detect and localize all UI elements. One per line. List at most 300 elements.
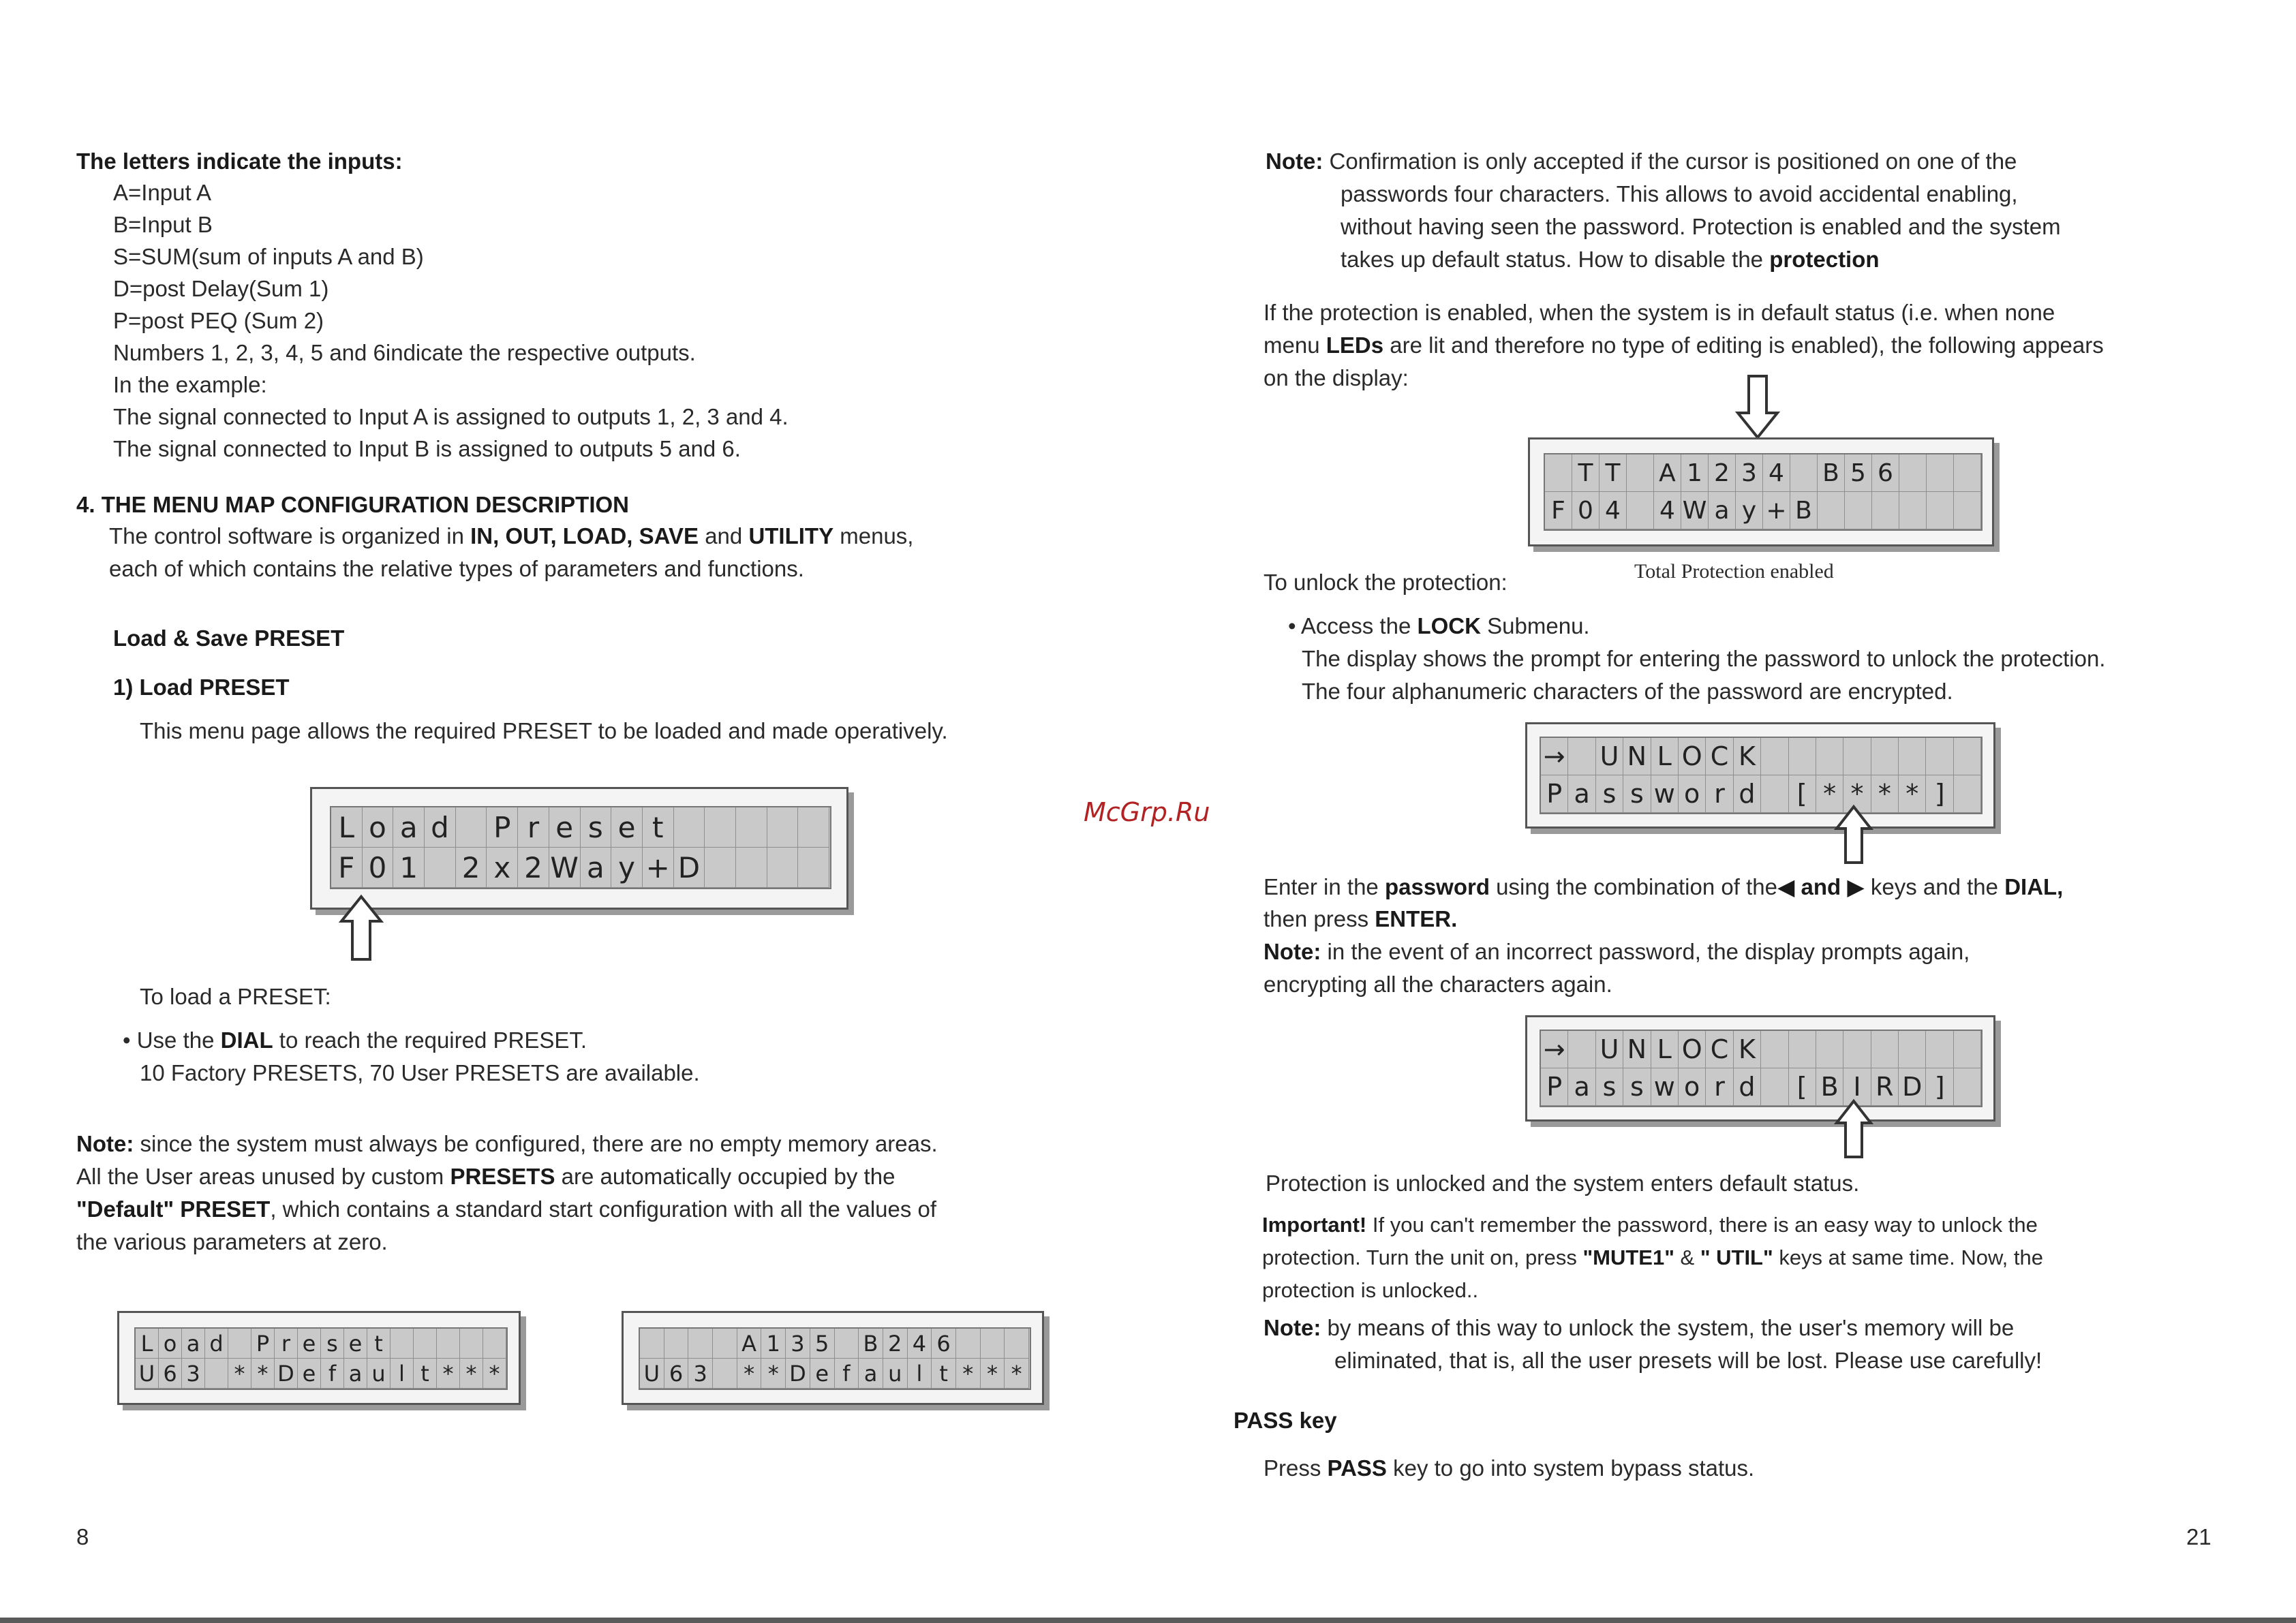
lcd-row-1: [640, 1329, 1029, 1359]
lcd-u63-load-preset: [117, 1311, 521, 1405]
note-label: Note:: [1264, 1315, 1321, 1340]
text-span: &: [1674, 1246, 1700, 1269]
lcd-u63-routing: [622, 1311, 1044, 1405]
bottom-divider: [0, 1618, 2296, 1623]
lcd-char-cell: [1816, 738, 1843, 775]
lcd-char-cell: t: [932, 1359, 956, 1389]
lcd-char-cell: U: [136, 1359, 159, 1389]
note-line-4: the various parameters at zero.: [76, 1229, 388, 1254]
lcd-char-cell: ]: [1926, 1068, 1953, 1106]
protection-line-2: [1264, 333, 2104, 358]
text-span: "Default" PRESET: [76, 1196, 271, 1222]
lcd-char-cell: a: [182, 1329, 205, 1359]
lcd-char-cell: e: [549, 807, 581, 848]
text-span: • Use the: [123, 1027, 221, 1053]
lcd-char-cell: [: [1789, 775, 1816, 813]
lcd-char-cell: [688, 1329, 713, 1359]
important-line-2: [1262, 1246, 2043, 1270]
text-span: then press: [1264, 906, 1375, 931]
lcd-char-cell: R: [1871, 1068, 1899, 1106]
text-span: The control software is organized in: [109, 523, 471, 548]
down-arrow-icon: [1734, 373, 1781, 442]
unlocked-text: Protection is unlocked and the system enters default status.: [1266, 1171, 1860, 1196]
lcd-char-cell: W: [549, 848, 581, 888]
text-span: , which contains a standard start configuration with all the values of: [270, 1196, 937, 1222]
lcd-char-cell: [456, 807, 487, 848]
lcd-char-cell: *: [437, 1359, 460, 1389]
lcd-row-1: [136, 1329, 506, 1359]
note-line-3: [76, 1196, 936, 1222]
lcd-char-cell: [1627, 492, 1654, 529]
lcd-char-cell: [1627, 454, 1654, 492]
lcd-char-cell: o: [159, 1329, 182, 1359]
text-span: since the system must always be configured, there are no empty memory areas.: [134, 1131, 938, 1156]
lcd-char-cell: 2: [518, 848, 549, 888]
lcd-char-cell: U: [640, 1359, 664, 1389]
protection-line-3: on the display:: [1264, 365, 1409, 390]
inputs-line: The signal connected to Input A is assigned to outputs 1, 2, 3 and 4.: [113, 404, 789, 429]
lcd-char-cell: 4: [1599, 492, 1627, 529]
lcd-char-cell: 4: [1763, 454, 1790, 492]
lcd-row-1: [331, 807, 829, 848]
lcd-char-cell: a: [1568, 775, 1595, 813]
text-span: LOCK: [1417, 613, 1481, 638]
text-span: to reach the required PRESET.: [273, 1027, 587, 1053]
text-span: PASS: [1327, 1455, 1387, 1481]
pass-key-heading: PASS key: [1234, 1408, 1337, 1433]
lcd-char-cell: *: [460, 1359, 483, 1389]
bullet-use-dial: [123, 1027, 587, 1053]
lcd-char-cell: *: [483, 1359, 506, 1389]
lcd-char-cell: s: [1596, 1068, 1623, 1106]
lcd-char-cell: [674, 807, 705, 848]
lcd-char-cell: O: [1679, 738, 1706, 775]
lcd-char-cell: O: [1679, 1031, 1706, 1068]
lcd-unlock-encrypted: [1525, 722, 1995, 829]
then-press-enter-line: [1264, 906, 1457, 932]
lcd-char-cell: L: [331, 807, 363, 848]
lcd-char-cell: [437, 1329, 460, 1359]
note1-line-2: passwords four characters. This allows to avoid accidental enabling,: [1341, 181, 2018, 206]
lcd-char-cell: t: [367, 1329, 391, 1359]
lcd-char-cell: 3: [786, 1329, 810, 1359]
note2-line-2: encrypting all the characters again.: [1264, 972, 1612, 997]
text-span: IN, OUT, LOAD, SAVE: [470, 523, 699, 548]
lcd-char-cell: e: [298, 1329, 321, 1359]
lcd-char-cell: B: [1790, 492, 1818, 529]
text-span: Confirmation is only accepted if the cursor is positioned on one of the: [1323, 149, 2017, 174]
lcd-char-cell: [1954, 775, 1981, 813]
lcd-char-cell: o: [1679, 1068, 1706, 1106]
lcd-char-cell: 4: [1654, 492, 1681, 529]
text-span: and: [699, 523, 749, 548]
lcd-char-cell: e: [344, 1329, 367, 1359]
lcd-screen: [1544, 453, 1983, 531]
lcd-char-cell: e: [810, 1359, 835, 1389]
lcd-char-cell: s: [1623, 1068, 1651, 1106]
lcd-char-cell: P: [1541, 775, 1568, 813]
lcd-char-cell: A: [737, 1329, 762, 1359]
lcd-char-cell: r: [1706, 1068, 1733, 1106]
lcd-char-cell: a: [344, 1359, 367, 1389]
bullet-access-lock: [1288, 613, 1590, 639]
lcd-char-cell: +: [643, 848, 674, 888]
lcd-row-2: [136, 1359, 506, 1389]
lcd-char-cell: 6: [1872, 454, 1899, 492]
lcd-char-cell: →: [1541, 738, 1568, 775]
lcd-char-cell: [1843, 1031, 1871, 1068]
lcd-char-cell: u: [883, 1359, 908, 1389]
lcd-char-cell: t: [414, 1359, 437, 1389]
lcd-char-cell: [228, 1329, 251, 1359]
text-span: are automatically occupied by the: [555, 1164, 896, 1189]
lcd-char-cell: *: [228, 1359, 251, 1389]
section4-heading: 4. THE MENU MAP CONFIGURATION DESCRIPTION: [76, 492, 629, 517]
lcd-char-cell: [1927, 454, 1954, 492]
lcd-char-cell: [767, 807, 799, 848]
inputs-line: In the example:: [113, 372, 267, 397]
lcd-char-cell: e: [611, 807, 643, 848]
lcd-load-preset: [310, 787, 848, 910]
text-span: "MUTE1": [1582, 1246, 1674, 1269]
lcd-row-1: [1541, 1031, 1981, 1068]
lcd-char-cell: f: [321, 1359, 344, 1389]
lcd-char-cell: [1954, 738, 1981, 775]
load-preset-description: This menu page allows the required PRESET to be loaded and made operatively.: [140, 718, 948, 743]
lcd-char-cell: r: [518, 807, 549, 848]
lcd-char-cell: [1568, 738, 1595, 775]
text-span: ENTER.: [1375, 906, 1458, 931]
lcd-char-cell: [1568, 1031, 1595, 1068]
lcd-char-cell: e: [298, 1359, 321, 1389]
lcd-char-cell: [1927, 492, 1954, 529]
lcd-char-cell: *: [251, 1359, 275, 1389]
lcd-char-cell: s: [1596, 775, 1623, 813]
text-span: menus,: [833, 523, 914, 548]
lcd-row-1: [1541, 738, 1981, 775]
lcd-row-2: [1545, 492, 1981, 529]
lcd-char-cell: [1899, 738, 1926, 775]
text-span: protection: [1769, 247, 1880, 272]
text-span: keys and the: [1864, 874, 2005, 899]
text-span: All the User areas unused by custom: [76, 1164, 450, 1189]
lcd-char-cell: 2: [883, 1329, 908, 1359]
lcd-char-cell: [1761, 738, 1788, 775]
note-label: Note:: [76, 1131, 134, 1156]
lcd-char-cell: [1843, 738, 1871, 775]
inputs-line: S=SUM(sum of inputs A and B): [113, 244, 424, 269]
lcd-char-cell: d: [205, 1329, 228, 1359]
lcd-char-cell: [1761, 775, 1788, 813]
important-label: Important!: [1262, 1213, 1367, 1237]
note-line-1: [76, 1131, 938, 1157]
lcd-char-cell: L: [1651, 1031, 1679, 1068]
lcd-char-cell: 5: [1845, 454, 1872, 492]
lcd-char-cell: [1789, 1031, 1816, 1068]
lcd-char-cell: K: [1734, 1031, 1761, 1068]
lcd-char-cell: s: [321, 1329, 344, 1359]
text-span: Enter in the: [1264, 874, 1385, 899]
lcd-char-cell: P: [487, 807, 518, 848]
enter-password-line: [1264, 874, 2063, 900]
lcd-char-cell: [1954, 492, 1981, 529]
lcd-char-cell: N: [1623, 1031, 1651, 1068]
lcd-protection-enabled: [1528, 437, 1994, 546]
lcd-char-cell: [798, 807, 829, 848]
text-span: UTILITY: [748, 523, 834, 548]
note1-line-4: [1341, 247, 1880, 273]
inputs-line: Numbers 1, 2, 3, 4, 5 and 6indicate the respective outputs.: [113, 340, 696, 365]
lcd-char-cell: [664, 1329, 689, 1359]
lcd-row-2: [1541, 1068, 1981, 1106]
lcd-row-2: [331, 848, 829, 888]
lcd-char-cell: 1: [393, 848, 425, 888]
lcd-char-cell: *: [1871, 775, 1899, 813]
display-prompt-line-1: The display shows the prompt for entering the password to unlock the protection.: [1302, 646, 2106, 671]
display-prompt-line-2: The four alphanumeric characters of the password are encrypted.: [1302, 679, 1953, 704]
lcd-char-cell: [981, 1329, 1005, 1359]
lcd-char-cell: ]: [1926, 775, 1953, 813]
text-span: are lit and therefore no type of editing is enabled), the following appears: [1383, 333, 2104, 358]
lcd-char-cell: [1954, 454, 1981, 492]
note-label: Note:: [1264, 939, 1321, 964]
lcd-char-cell: 3: [182, 1359, 205, 1389]
lcd-protection-caption: Total Protection enabled: [1634, 560, 1834, 583]
lcd-screen: [1540, 1030, 1983, 1107]
up-arrow-icon: [1833, 804, 1874, 865]
note-label: Note:: [1266, 149, 1323, 174]
lcd-char-cell: [391, 1329, 414, 1359]
lcd-char-cell: A: [1654, 454, 1681, 492]
section4-paragraph: [109, 523, 913, 549]
important-line-1: [1262, 1213, 2038, 1237]
lcd-char-cell: T: [1572, 454, 1599, 492]
page-number-right: 21: [2186, 1524, 2211, 1549]
lcd-char-cell: D: [786, 1359, 810, 1389]
lcd-char-cell: [1926, 738, 1953, 775]
lcd-char-cell: [705, 807, 736, 848]
lcd-char-cell: C: [1706, 1031, 1733, 1068]
lcd-char-cell: l: [391, 1359, 414, 1389]
lcd-char-cell: 6: [664, 1359, 689, 1389]
lcd-char-cell: [1899, 454, 1927, 492]
lcd-char-cell: 1: [1681, 454, 1709, 492]
lcd-char-cell: 0: [1572, 492, 1599, 529]
lcd-char-cell: [414, 1329, 437, 1359]
lcd-char-cell: [460, 1329, 483, 1359]
load-save-heading: Load & Save PRESET: [113, 625, 345, 651]
lcd-char-cell: U: [1596, 738, 1623, 775]
text-span: LEDs: [1326, 333, 1384, 358]
watermark: McGrp.Ru: [1084, 797, 1210, 827]
lcd-char-cell: C: [1706, 738, 1733, 775]
lcd-char-cell: D: [674, 848, 705, 888]
lcd-char-cell: 5: [810, 1329, 835, 1359]
text-span: protection. Turn the unit on, press: [1262, 1246, 1583, 1269]
lcd-char-cell: B: [1818, 454, 1845, 492]
lcd-char-cell: [: [1789, 1068, 1816, 1106]
lcd-char-cell: *: [1005, 1359, 1029, 1389]
load-preset-heading: 1) Load PRESET: [113, 675, 290, 700]
lcd-char-cell: s: [1623, 775, 1651, 813]
lcd-char-cell: [1789, 738, 1816, 775]
lcd-char-cell: [713, 1359, 737, 1389]
inputs-line: D=post Delay(Sum 1): [113, 276, 329, 301]
lcd-char-cell: L: [136, 1329, 159, 1359]
lcd-char-cell: [1871, 1031, 1899, 1068]
lcd-screen: [1540, 737, 1983, 814]
lcd-char-cell: w: [1651, 775, 1679, 813]
lcd-char-cell: a: [393, 807, 425, 848]
lcd-char-cell: N: [1623, 738, 1651, 775]
lcd-char-cell: [1790, 454, 1818, 492]
lcd-char-cell: a: [1568, 1068, 1595, 1106]
lcd-char-cell: [425, 848, 456, 888]
page-number-left: 8: [76, 1524, 89, 1549]
lcd-char-cell: [1926, 1031, 1953, 1068]
text-span: DIAL,: [2004, 874, 2064, 899]
lcd-char-cell: +: [1763, 492, 1790, 529]
lcd-char-cell: d: [1734, 1068, 1761, 1106]
important-line-3: protection is unlocked..: [1262, 1278, 1479, 1302]
note-line-2: [76, 1164, 895, 1190]
lcd-char-cell: [1761, 1031, 1788, 1068]
lcd-char-cell: r: [275, 1329, 298, 1359]
lcd-char-cell: *: [1816, 775, 1843, 813]
lcd-char-cell: 1: [761, 1329, 786, 1359]
lcd-char-cell: *: [761, 1359, 786, 1389]
lcd-char-cell: 4: [908, 1329, 932, 1359]
pass-key-text: [1264, 1455, 1754, 1481]
lcd-char-cell: a: [581, 848, 612, 888]
lcd-char-cell: y: [611, 848, 643, 888]
protection-line-1: If the protection is enabled, when the system is in default status (i.e. when none: [1264, 300, 2055, 325]
text-span: Submenu.: [1480, 613, 1590, 638]
lcd-char-cell: [1816, 1031, 1843, 1068]
text-span: password: [1384, 874, 1490, 899]
lcd-char-cell: [205, 1359, 228, 1389]
text-span: Press: [1264, 1455, 1328, 1481]
lcd-char-cell: F: [331, 848, 363, 888]
lcd-char-cell: *: [981, 1359, 1005, 1389]
lcd-char-cell: d: [1734, 775, 1761, 813]
lcd-char-cell: [1899, 492, 1927, 529]
text-span: in the event of an incorrect password, the display prompts again,: [1321, 939, 1970, 964]
lcd-char-cell: I: [1843, 1068, 1871, 1106]
factory-presets-text: 10 Factory PRESETS, 70 User PRESETS are available.: [140, 1060, 700, 1085]
text-span: keys at same time. Now, the: [1773, 1246, 2043, 1269]
lcd-row-2: [640, 1359, 1029, 1389]
lcd-char-cell: w: [1651, 1068, 1679, 1106]
inputs-line: The signal connected to Input B is assigned to outputs 5 and 6.: [113, 436, 741, 461]
lcd-char-cell: 0: [363, 848, 394, 888]
lcd-char-cell: D: [275, 1359, 298, 1389]
up-arrow-icon: [337, 894, 385, 962]
section4-paragraph-line2: each of which contains the relative types of parameters and functions.: [109, 556, 804, 581]
text-span: If you can't remember the password, there is an easy way to unlock the: [1366, 1213, 2038, 1237]
lcd-char-cell: [1818, 492, 1845, 529]
lcd-char-cell: 3: [1736, 454, 1763, 492]
lcd-char-cell: L: [1651, 738, 1679, 775]
lcd-char-cell: *: [956, 1359, 981, 1389]
lcd-char-cell: [736, 807, 767, 848]
text-span: " UTIL": [1700, 1246, 1773, 1269]
lcd-screen: [134, 1327, 508, 1390]
lcd-char-cell: o: [363, 807, 394, 848]
lcd-char-cell: 3: [688, 1359, 713, 1389]
text-span: using the combination of the: [1490, 874, 1777, 899]
lcd-char-cell: K: [1734, 738, 1761, 775]
lcd-char-cell: [798, 848, 829, 888]
note1-line-3: without having seen the password. Protection is enabled and the system: [1341, 214, 2061, 239]
lcd-char-cell: [1899, 1031, 1926, 1068]
lcd-char-cell: y: [1736, 492, 1763, 529]
lcd-char-cell: [835, 1329, 859, 1359]
lcd-char-cell: [1545, 454, 1572, 492]
lcd-char-cell: [1872, 492, 1899, 529]
lcd-char-cell: [956, 1329, 981, 1359]
lcd-char-cell: a: [1709, 492, 1736, 529]
lcd-char-cell: r: [1706, 775, 1733, 813]
up-arrow-icon: [1833, 1098, 1874, 1160]
lcd-char-cell: B: [1816, 1068, 1843, 1106]
lcd-char-cell: *: [1843, 775, 1871, 813]
lcd-char-cell: [1871, 738, 1899, 775]
lcd-char-cell: [736, 848, 767, 888]
lcd-char-cell: [767, 848, 799, 888]
to-unlock-text: To unlock the protection:: [1264, 570, 1507, 595]
lcd-screen: [330, 806, 831, 889]
inputs-heading: The letters indicate the inputs:: [76, 149, 403, 174]
lcd-char-cell: [640, 1329, 664, 1359]
lcd-char-cell: W: [1681, 492, 1709, 529]
lcd-row-1: [1545, 454, 1981, 492]
note1-line-1: [1266, 149, 2017, 174]
lcd-char-cell: [713, 1329, 737, 1359]
text-span: takes up default status. How to disable the: [1341, 247, 1770, 272]
lcd-char-cell: u: [367, 1359, 391, 1389]
lcd-char-cell: [705, 848, 736, 888]
lcd-char-cell: 6: [159, 1359, 182, 1389]
text-span: DIAL: [220, 1027, 273, 1053]
lcd-char-cell: [1845, 492, 1872, 529]
arrow-keys-icon: ◀ and ▶: [1777, 874, 1865, 899]
lcd-char-cell: o: [1679, 775, 1706, 813]
lcd-char-cell: x: [487, 848, 518, 888]
lcd-char-cell: [483, 1329, 506, 1359]
lcd-char-cell: 2: [456, 848, 487, 888]
lcd-char-cell: B: [859, 1329, 883, 1359]
note3-line-2: eliminated, that is, all the user presets will be lost. Please use carefully!: [1334, 1348, 2042, 1373]
text-span: menu: [1264, 333, 1326, 358]
lcd-char-cell: P: [251, 1329, 275, 1359]
lcd-screen: [639, 1327, 1031, 1390]
lcd-char-cell: [1761, 1068, 1788, 1106]
lcd-char-cell: U: [1596, 1031, 1623, 1068]
lcd-row-2: [1541, 775, 1981, 813]
inputs-line: P=post PEQ (Sum 2): [113, 308, 324, 333]
lcd-char-cell: T: [1599, 454, 1627, 492]
lcd-char-cell: l: [908, 1359, 932, 1389]
lcd-char-cell: D: [1899, 1068, 1926, 1106]
note2-line-1: [1264, 939, 1970, 965]
text-span: by means of this way to unlock the system, the user's memory will be: [1321, 1315, 2015, 1340]
lcd-char-cell: [1954, 1068, 1981, 1106]
lcd-char-cell: a: [859, 1359, 883, 1389]
lcd-char-cell: →: [1541, 1031, 1568, 1068]
lcd-char-cell: *: [737, 1359, 762, 1389]
lcd-char-cell: f: [835, 1359, 859, 1389]
